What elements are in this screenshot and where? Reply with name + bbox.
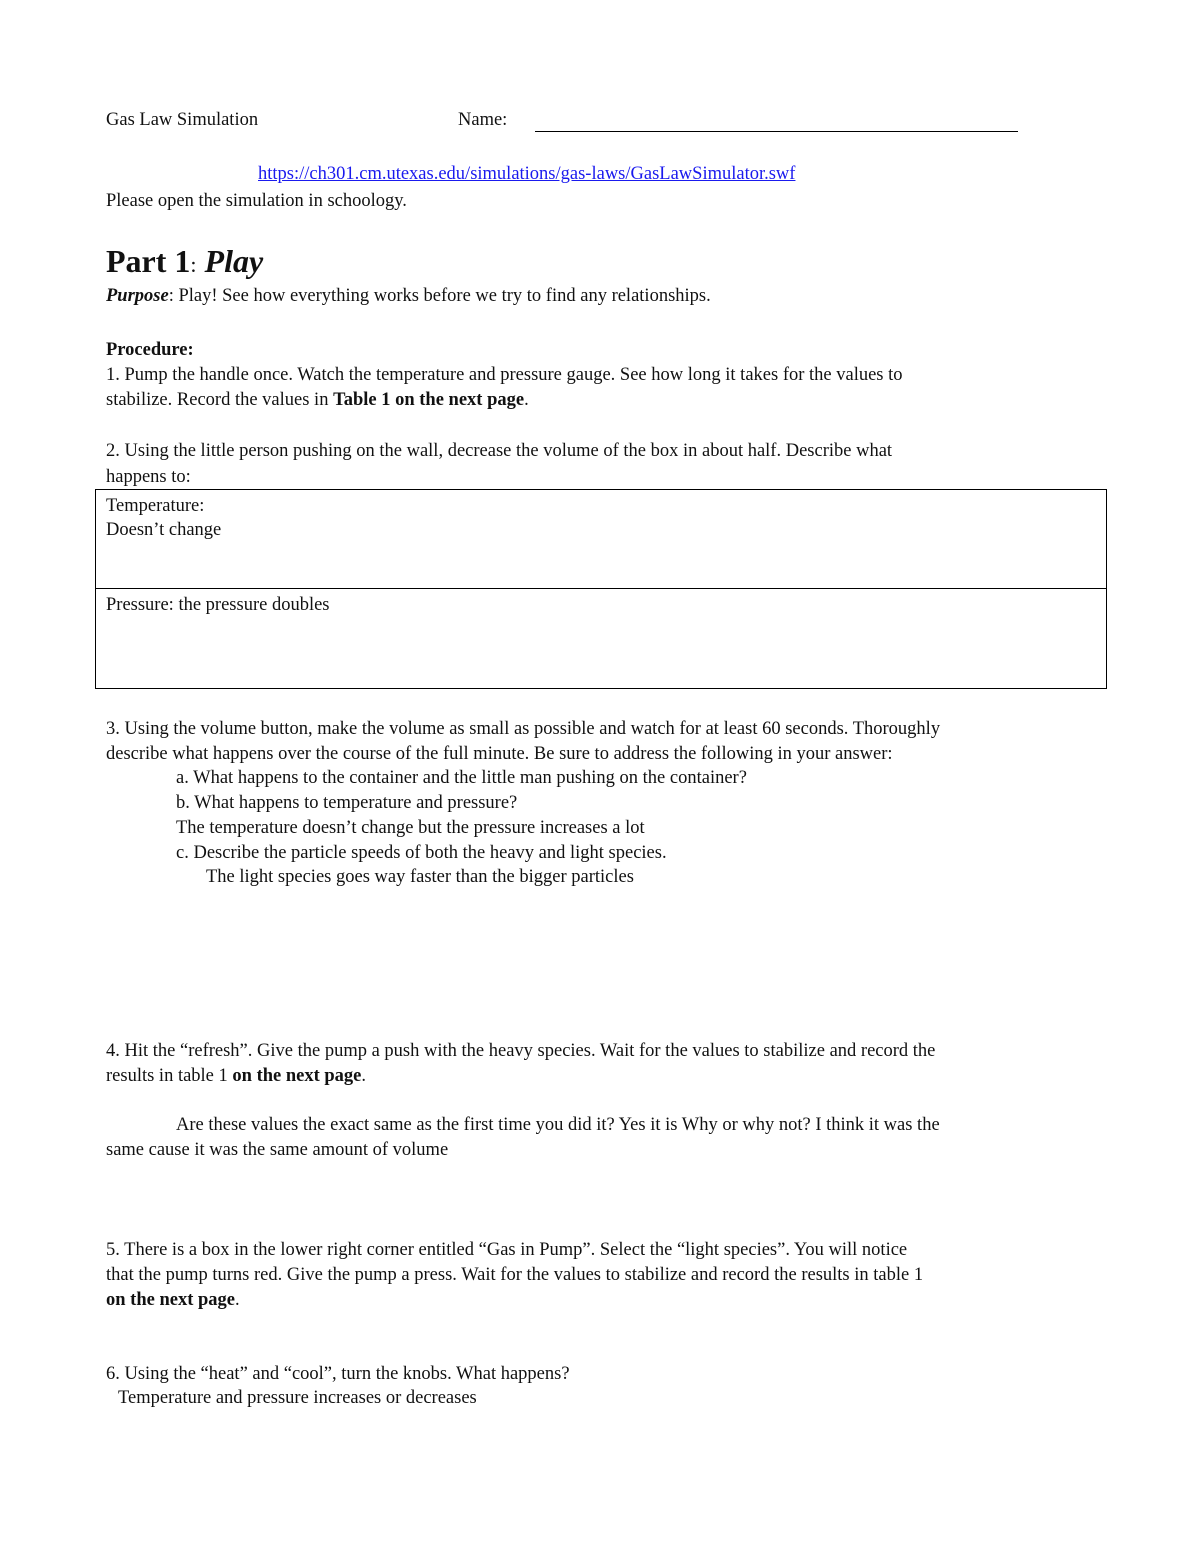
q3-answer-b: The temperature doesn’t change but the pressure increases a lot [176,818,645,838]
purpose-text: : Play! See how everything works before we try to find any relationships. [168,286,711,306]
q4-page-ref: on the next page [232,1066,362,1086]
q3-answer-c: The light species goes way faster than the bigger particles [206,867,634,887]
purpose-line [106,284,711,309]
q1-table-ref: Table 1 on the next page [333,390,525,410]
q2-line1: 2. Using the little person pushing on the wall, decrease the volume of the box in about half. Describe what [106,441,893,461]
q3-item-b: b. What happens to temperature and pressure? [176,793,518,813]
q4-line3: Are these values the exact same as the first time you did it? Yes it is Why or why not? I think it was the [176,1115,940,1135]
q6-line1: 6. Using the “heat” and “cool”, turn the knobs. What happens? [106,1364,570,1384]
part-heading [106,243,263,280]
simulation-link[interactable]: https://ch301.cm.utexas.edu/simulations/gas-laws/GasLawSimulator.swf [258,164,796,184]
procedure-label: Procedure: [106,340,194,360]
q6-answer: Temperature and pressure increases or decreases [118,1388,477,1408]
q5-line2: that the pump turns red. Give the pump a press. Wait for the values to stabilize and record the results in table 1 [106,1265,924,1285]
q5-line3: on the next page. [106,1290,240,1310]
purpose-label: Purpose [106,286,169,306]
temperature-label: Temperature: [106,496,205,516]
name-label: Name: [458,110,508,130]
q3-item-a: a. What happens to the container and the little man pushing on the container? [176,768,747,788]
q2-answer-table [95,489,1107,689]
q3-line1: 3. Using the volume button, make the volume as small as possible and watch for at least 60 seconds. Thoroughly [106,719,941,739]
q2-line2: happens to: [106,467,191,487]
part-name: Play [204,243,264,279]
q3-line2: describe what happens over the course of the full minute. Be sure to address the following in your answer: [106,744,893,764]
name-field-line[interactable] [535,131,1018,132]
part-number: Part 1 [106,243,191,279]
simulation-link-wrapper [258,162,795,187]
q3-item-c: c. Describe the particle speeds of both the heavy and light species. [176,843,667,863]
temperature-answer-cell[interactable] [96,490,1106,588]
q1-line2: stabilize. Record the values in Table 1 on the next page. [106,390,529,410]
pressure-answer-cell[interactable] [96,588,1106,688]
q1-line1: 1. Pump the handle once. Watch the temperature and pressure gauge. See how long it takes for the values to [106,365,903,385]
q4-line2: results in table 1 on the next page. [106,1066,367,1086]
part-colon: : [190,252,197,277]
q4-line1: 4. Hit the “refresh”. Give the pump a push with the heavy species. Wait for the values to stabilize and record the [106,1041,936,1061]
intro-text: Please open the simulation in schoology. [106,191,407,211]
pressure-label: Pressure: the pressure doubles [106,595,330,615]
temperature-answer: Doesn’t change [106,520,222,540]
worksheet-title: Gas Law Simulation [106,110,259,130]
q5-page-ref: on the next page [106,1290,235,1310]
q5-line1: 5. There is a box in the lower right corner entitled “Gas in Pump”. Select the “light species”. You will notice [106,1240,908,1260]
q4-line4: same cause it was the same amount of volume [106,1140,449,1160]
